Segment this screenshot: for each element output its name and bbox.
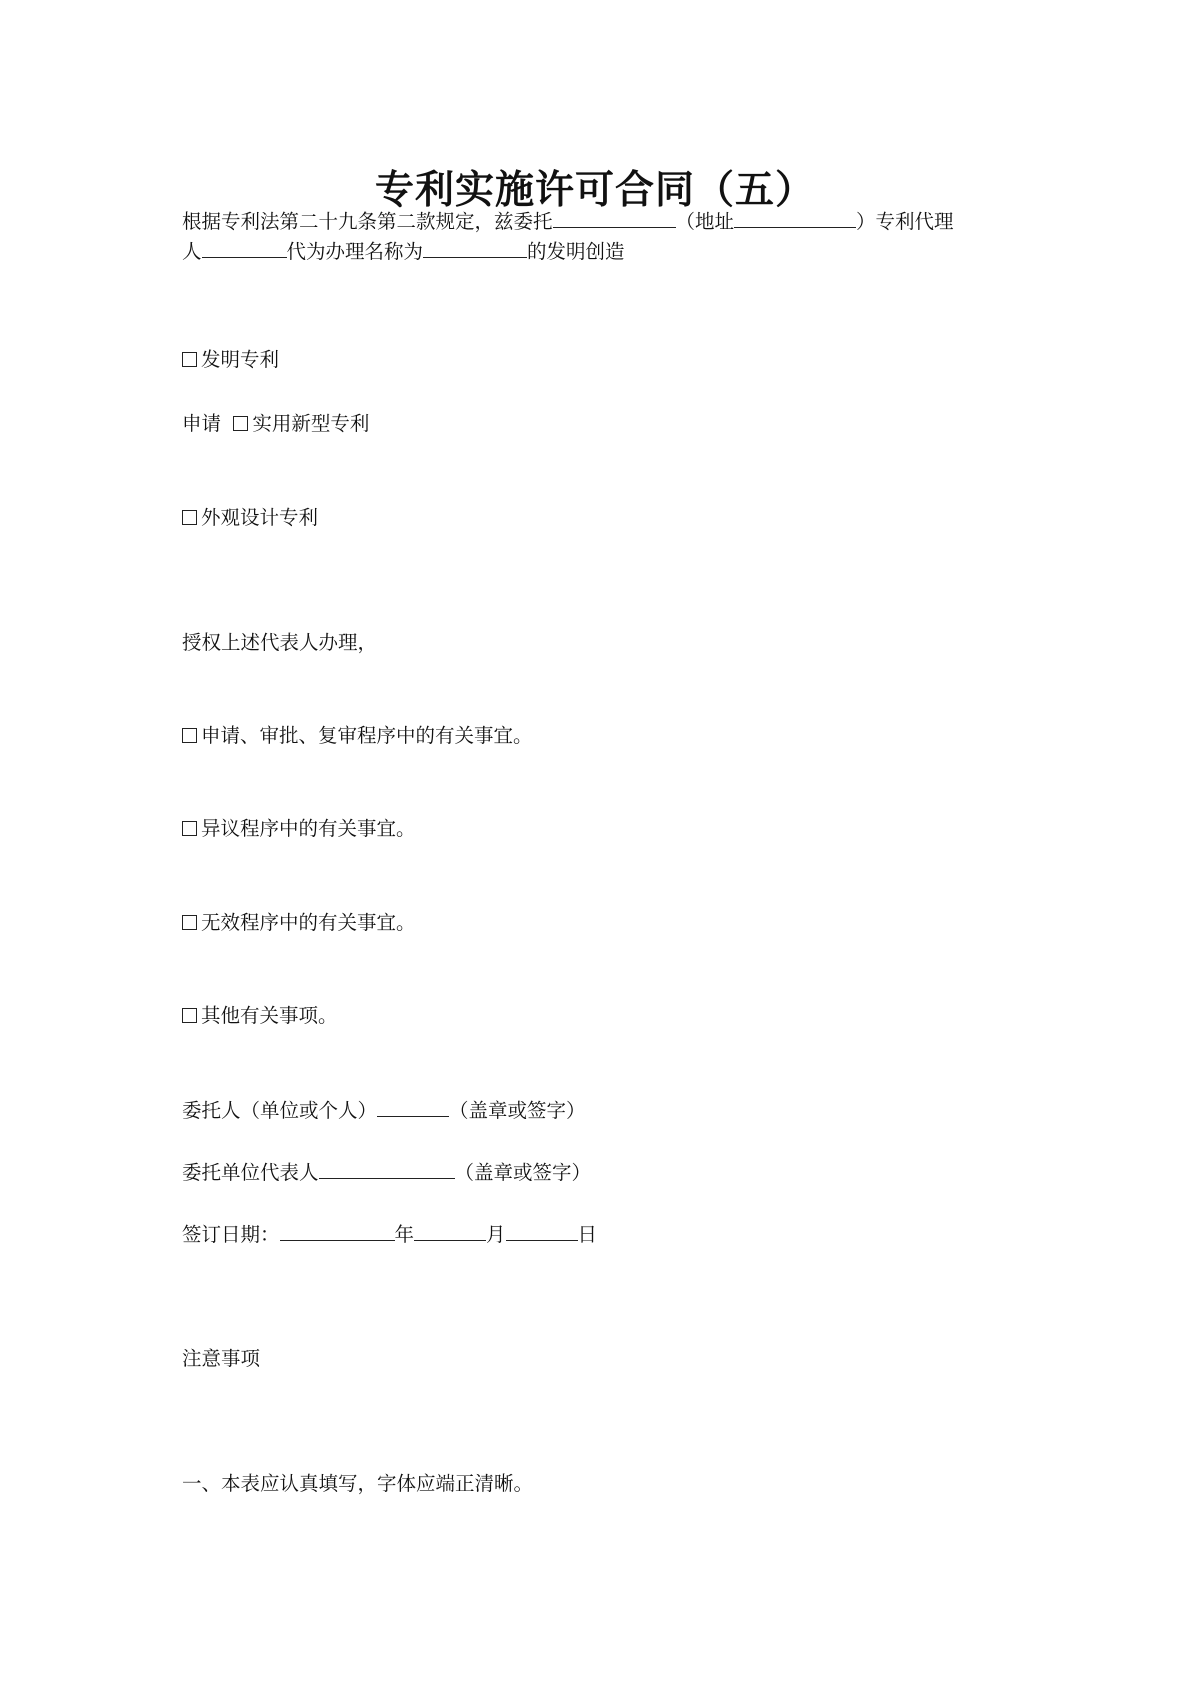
year-label: 年: [394, 1223, 415, 1246]
option-label: 异议程序中的有关事宜。: [201, 817, 416, 840]
day-label: 日: [577, 1223, 598, 1246]
day-field[interactable]: [506, 1221, 578, 1241]
intro-text: ）专利代理: [856, 210, 954, 233]
intro-line-2: [182, 238, 625, 265]
checkbox-icon[interactable]: [182, 915, 197, 930]
address-field[interactable]: [734, 208, 856, 228]
option-label: 发明专利: [201, 348, 280, 371]
patent-type-design[interactable]: [182, 505, 318, 531]
signing-date-line: [182, 1221, 597, 1248]
intro-text: 的发明创造: [527, 240, 625, 263]
year-field[interactable]: [280, 1221, 395, 1241]
intro-text: 根据专利法第二十九条第二款规定，兹委托: [182, 210, 553, 233]
checkbox-icon[interactable]: [182, 1008, 197, 1023]
principal-signature-line: [182, 1097, 586, 1124]
intro-text: 人: [182, 240, 202, 263]
checkbox-icon[interactable]: [182, 821, 197, 836]
seal-note: （盖章或签字）: [454, 1161, 592, 1184]
intro-text: （地址: [675, 210, 735, 233]
month-label: 月: [486, 1223, 506, 1246]
option-label: 无效程序中的有关事宜。: [201, 911, 416, 934]
month-field[interactable]: [414, 1221, 486, 1241]
checkbox-icon[interactable]: [182, 510, 197, 525]
representative-signature-field[interactable]: [319, 1159, 455, 1179]
representative-label: 委托单位代表人: [182, 1161, 319, 1184]
agent-name-field[interactable]: [553, 208, 676, 228]
checkbox-icon[interactable]: [182, 728, 197, 743]
principal-label: 委托人（单位或个人）: [182, 1099, 378, 1122]
patent-type-invention[interactable]: [182, 347, 279, 373]
agent-person-field[interactable]: [202, 238, 287, 258]
document-title: 专利实施许可合同（五）: [374, 167, 815, 213]
option-label: 申请、审批、复审程序中的有关事宜。: [201, 724, 533, 747]
authorization-option-other[interactable]: [182, 1003, 338, 1029]
authorization-option-invalidation[interactable]: [182, 910, 416, 936]
apply-label: 申请: [182, 412, 222, 435]
option-label: 实用新型专利: [252, 412, 370, 435]
option-label: 外观设计专利: [201, 506, 319, 529]
principal-signature-field[interactable]: [377, 1097, 449, 1117]
authorization-heading: 授权上述代表人办理，: [182, 631, 378, 654]
intro-line-1: [182, 208, 954, 235]
notes-heading: 注意事项: [182, 1347, 261, 1370]
option-label: 其他有关事项。: [201, 1004, 338, 1027]
checkbox-icon[interactable]: [233, 416, 248, 431]
seal-note: （盖章或签字）: [449, 1099, 586, 1122]
intro-text: 代为办理名称为: [286, 240, 424, 263]
authorization-option-review[interactable]: [182, 723, 533, 749]
date-label: 签订日期：: [182, 1223, 280, 1246]
authorization-option-opposition[interactable]: [182, 816, 416, 842]
patent-type-utility[interactable]: [182, 411, 369, 437]
note-item: 一、本表应认真填写，字体应端正清晰。: [182, 1472, 534, 1495]
invention-name-field[interactable]: [423, 238, 527, 258]
checkbox-icon[interactable]: [182, 352, 197, 367]
representative-signature-line: [182, 1159, 591, 1186]
